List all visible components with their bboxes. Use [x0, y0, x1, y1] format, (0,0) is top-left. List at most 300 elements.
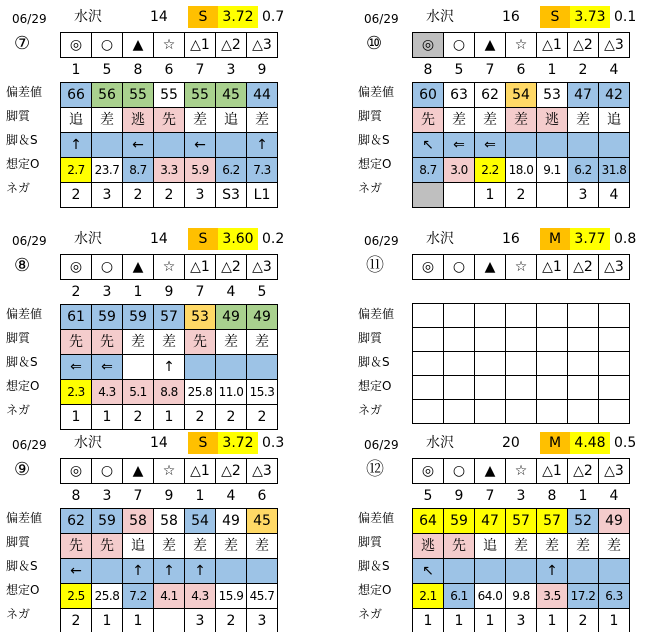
grid-row-num [413, 484, 630, 509]
neg-cell: 3 [185, 183, 216, 208]
grid-row-num [61, 484, 278, 509]
style-cell [475, 328, 506, 352]
style-cell: 先 [92, 330, 123, 355]
dev-cell [537, 304, 568, 328]
mark-cell: ◎ [61, 255, 92, 280]
dev-cell: 56 [92, 83, 123, 108]
mark-cell: ▲ [123, 255, 154, 280]
dev-cell: 66 [61, 83, 92, 108]
neg-cell [475, 400, 506, 424]
style-cell: 差 [216, 534, 247, 559]
style-cell: 追 [123, 534, 154, 559]
grid-row-num [413, 58, 630, 83]
neg-cell: 1 [444, 609, 475, 632]
dev-cell: 57 [154, 305, 185, 330]
row-label: ネガ [358, 181, 383, 195]
neg-cell: 1 [154, 405, 185, 430]
num-cell: 4 [609, 488, 619, 504]
dev-cell: 49 [216, 509, 247, 534]
odds-cell: 7.3 [247, 158, 278, 183]
arrow-cell: ↑ [123, 559, 154, 584]
grid-row-odds [61, 158, 278, 183]
grid-row-odds [61, 380, 278, 405]
mark-cell: ◎ [413, 255, 444, 280]
row-label: 脚質 [6, 109, 31, 123]
mark-cell: ◎ [413, 33, 444, 58]
arrow-cell: ↖ [413, 559, 444, 584]
prediction-grid [412, 32, 630, 208]
style-cell: 逃 [413, 534, 444, 559]
style-cell: 先 [444, 534, 475, 559]
grid-row-num [61, 280, 278, 305]
num-cell: 8 [423, 62, 433, 78]
neg-cell [444, 400, 475, 424]
mark-cell: ○ [444, 459, 475, 484]
num-cell: 4 [609, 62, 619, 78]
score-value: 3.60 [218, 228, 258, 250]
num-cell: 5 [423, 488, 433, 504]
dev-cell [568, 304, 599, 328]
num-cell: 9 [454, 488, 464, 504]
grid-row-dev [413, 83, 630, 108]
dev-cell: 59 [123, 305, 154, 330]
row-label: 脚質 [358, 331, 383, 345]
mark-cell: ▲ [123, 459, 154, 484]
style-cell: 差 [444, 108, 475, 133]
mark-cell: ▲ [475, 33, 506, 58]
dev-cell: 59 [92, 509, 123, 534]
grid-row-neg [413, 183, 630, 208]
odds-cell: 2.5 [61, 584, 92, 609]
grid-row-neg [61, 183, 278, 208]
panel-header [4, 226, 304, 252]
dev-cell: 55 [185, 83, 216, 108]
race-number: ⑫ [366, 459, 384, 480]
race-panel-7 [4, 4, 304, 204]
arrow-cell [475, 559, 506, 584]
num-cell: 1 [133, 284, 143, 300]
arrow-cell [568, 352, 599, 376]
style-cell: 先 [154, 108, 185, 133]
dev-cell [599, 304, 630, 328]
score-value: 3.73 [570, 6, 610, 28]
dev-cell: 59 [92, 305, 123, 330]
arrow-cell [216, 355, 247, 380]
panel-header [356, 226, 656, 252]
style-cell: 先 [61, 534, 92, 559]
row-label: 想定O [6, 157, 40, 171]
num-cell [506, 280, 537, 304]
grade-badge: S [188, 6, 218, 28]
grid-row-num [413, 280, 630, 304]
row-label: 脚質 [358, 535, 383, 549]
prediction-grid [60, 254, 278, 430]
arrow-cell [568, 133, 599, 158]
grid-row-style [61, 330, 278, 355]
mark-cell: △2 [216, 459, 247, 484]
dev-cell: 64 [413, 509, 444, 534]
arrow-cell [444, 352, 475, 376]
dev-cell: 59 [444, 509, 475, 534]
arrow-cell [444, 559, 475, 584]
style-cell: 差 [568, 108, 599, 133]
panel-header [356, 430, 656, 456]
style-cell: 差 [247, 108, 278, 133]
arrow-cell: ⇐ [444, 133, 475, 158]
mark-cell: ☆ [506, 33, 537, 58]
mark-cell: △1 [537, 459, 568, 484]
grid-row-style [413, 328, 630, 352]
row-label: 想定O [358, 157, 392, 171]
style-cell: 差 [247, 534, 278, 559]
course-name: 水沢 [74, 9, 102, 25]
mark-cell: △1 [185, 33, 216, 58]
row-label: 想定O [358, 379, 392, 393]
odds-cell: 8.8 [154, 380, 185, 405]
style-cell: 差 [599, 534, 630, 559]
grid-row-mark [413, 255, 630, 280]
score-diff: 0.1 [614, 9, 637, 25]
mark-cell: ○ [444, 255, 475, 280]
grid-row-mark [413, 33, 630, 58]
arrow-cell [475, 352, 506, 376]
grade-badge: S [188, 432, 218, 454]
row-label: 偏差値 [6, 85, 43, 99]
dev-cell: 42 [599, 83, 630, 108]
arrow-cell [92, 133, 123, 158]
runner-count: 20 [502, 435, 520, 451]
style-cell: 差 [185, 108, 216, 133]
odds-cell: 7.2 [123, 584, 154, 609]
row-label: 想定O [6, 379, 40, 393]
odds-cell: 15.3 [247, 380, 278, 405]
race-panel-8 [4, 226, 304, 426]
style-cell: 差 [154, 330, 185, 355]
neg-cell [444, 183, 475, 208]
style-cell: 先 [185, 330, 216, 355]
runner-count: 14 [150, 435, 168, 451]
style-cell: 先 [61, 330, 92, 355]
mark-cell: △3 [247, 459, 278, 484]
mark-cell: △2 [568, 255, 599, 280]
race-panel-11 [356, 226, 656, 426]
score-diff: 0.7 [262, 9, 285, 25]
row-label: 脚＆S [6, 559, 38, 573]
num-cell: 1 [578, 488, 588, 504]
style-cell: 差 [475, 108, 506, 133]
style-cell: 追 [475, 534, 506, 559]
score-value: 4.48 [570, 432, 610, 454]
grid-row-dev [61, 305, 278, 330]
dev-cell: 57 [537, 509, 568, 534]
odds-cell: 9.1 [537, 158, 568, 183]
neg-cell: 1 [413, 609, 444, 632]
mark-cell: ☆ [154, 33, 185, 58]
style-cell [599, 328, 630, 352]
grid-row-mark [61, 459, 278, 484]
grid-row-neg [61, 609, 278, 632]
dev-cell: 49 [247, 305, 278, 330]
grid-row-arrow [413, 352, 630, 376]
arrow-cell: ⇐ [61, 355, 92, 380]
panel-header [4, 430, 304, 456]
arrow-cell [599, 559, 630, 584]
neg-cell: S3 [216, 183, 247, 208]
odds-cell: 64.0 [475, 584, 506, 609]
arrow-cell: ← [61, 559, 92, 584]
neg-cell: 2 [506, 183, 537, 208]
course-name: 水沢 [74, 231, 102, 247]
race-date: 06/29 [364, 234, 399, 248]
score-value: 3.72 [218, 6, 258, 28]
mark-cell: △3 [247, 255, 278, 280]
mark-cell: △3 [599, 33, 630, 58]
arrow-cell [247, 355, 278, 380]
neg-cell: 1 [92, 405, 123, 430]
mark-cell: △2 [216, 255, 247, 280]
row-label: 脚質 [358, 109, 383, 123]
arrow-cell: ↖ [413, 133, 444, 158]
row-label: 脚質 [6, 331, 31, 345]
race-number: ⑨ [14, 459, 31, 480]
grid-row-arrow [413, 559, 630, 584]
score-diff: 0.8 [614, 231, 637, 247]
score-value: 3.72 [218, 432, 258, 454]
num-cell: 9 [164, 284, 174, 300]
neg-cell [154, 609, 185, 632]
arrow-cell [154, 133, 185, 158]
mark-cell: △3 [599, 255, 630, 280]
neg-cell: 3 [185, 609, 216, 632]
neg-cell: 2 [154, 183, 185, 208]
row-label: 偏差値 [6, 511, 43, 525]
neg-cell: 3 [92, 183, 123, 208]
odds-cell [413, 376, 444, 400]
neg-cell: 2 [61, 609, 92, 632]
arrow-cell [537, 133, 568, 158]
row-label: ネガ [358, 403, 383, 417]
race-panel-12 [356, 430, 656, 630]
num-cell: 3 [102, 284, 112, 300]
odds-cell: 6.2 [568, 158, 599, 183]
style-cell: 差 [154, 534, 185, 559]
race-date: 06/29 [12, 438, 47, 452]
mark-cell: ▲ [475, 255, 506, 280]
dev-cell: 45 [247, 509, 278, 534]
row-label: ネガ [6, 181, 31, 195]
num-cell: 7 [195, 62, 205, 78]
style-cell: 差 [123, 330, 154, 355]
odds-cell: 3.0 [444, 158, 475, 183]
style-cell [506, 328, 537, 352]
mark-cell: △3 [599, 459, 630, 484]
dev-cell [444, 304, 475, 328]
odds-cell: 3.5 [537, 584, 568, 609]
grid-row-arrow [61, 355, 278, 380]
num-cell: 5 [102, 62, 112, 78]
odds-cell [444, 376, 475, 400]
arrow-cell: ← [123, 133, 154, 158]
arrow-cell [216, 133, 247, 158]
style-cell: 差 [247, 330, 278, 355]
grid-row-dev [61, 83, 278, 108]
num-cell: 1 [71, 62, 81, 78]
dev-cell: 49 [599, 509, 630, 534]
course-name: 水沢 [426, 9, 454, 25]
arrow-cell [185, 355, 216, 380]
panel-header [4, 4, 304, 30]
neg-cell: 1 [475, 183, 506, 208]
arrow-cell: ⇐ [92, 355, 123, 380]
neg-cell: 2 [216, 609, 247, 632]
odds-cell: 5.9 [185, 158, 216, 183]
neg-cell [599, 400, 630, 424]
num-cell: 3 [516, 488, 526, 504]
arrow-cell: ↑ [154, 559, 185, 584]
mark-cell: △3 [247, 33, 278, 58]
odds-cell: 9.8 [506, 584, 537, 609]
course-name: 水沢 [426, 435, 454, 451]
neg-cell [413, 183, 444, 208]
mark-cell: ○ [92, 255, 123, 280]
num-cell [413, 280, 444, 304]
neg-cell: 3 [247, 609, 278, 632]
row-label: 脚＆S [358, 133, 390, 147]
mark-cell: ☆ [506, 459, 537, 484]
style-cell: 差 [537, 534, 568, 559]
style-cell: 先 [413, 108, 444, 133]
dev-cell: 58 [123, 509, 154, 534]
dev-cell: 63 [444, 83, 475, 108]
odds-cell: 4.1 [154, 584, 185, 609]
row-label: 偏差値 [358, 307, 395, 321]
odds-cell: 25.8 [185, 380, 216, 405]
prediction-grid [60, 458, 278, 632]
neg-cell [568, 400, 599, 424]
prediction-grid [412, 254, 630, 424]
dev-cell: 49 [216, 305, 247, 330]
row-label: 偏差値 [6, 307, 43, 321]
odds-cell [506, 376, 537, 400]
dev-cell: 62 [61, 509, 92, 534]
arrow-cell [123, 355, 154, 380]
arrow-cell: ↑ [61, 133, 92, 158]
mark-cell: △2 [216, 33, 247, 58]
neg-cell: 1 [599, 609, 630, 632]
odds-cell: 17.2 [568, 584, 599, 609]
dev-cell: 47 [568, 83, 599, 108]
score-value: 3.77 [570, 228, 610, 250]
neg-cell: 1 [475, 609, 506, 632]
score-diff: 0.3 [262, 435, 285, 451]
race-number: ⑧ [14, 255, 31, 276]
num-cell: 9 [164, 488, 174, 504]
grid-row-num [61, 58, 278, 83]
dev-cell: 54 [506, 83, 537, 108]
mark-cell: ◎ [61, 459, 92, 484]
mark-cell: ◎ [413, 459, 444, 484]
num-cell: 4 [226, 488, 236, 504]
grid-row-arrow [61, 559, 278, 584]
odds-cell: 6.1 [444, 584, 475, 609]
style-cell [537, 328, 568, 352]
grid-row-neg [413, 609, 630, 632]
grid-row-odds [413, 158, 630, 183]
odds-cell: 2.1 [413, 584, 444, 609]
row-label: 脚＆S [6, 355, 38, 369]
odds-cell: 8.7 [413, 158, 444, 183]
num-cell: 7 [485, 62, 495, 78]
neg-cell: 1 [92, 609, 123, 632]
num-cell [599, 280, 630, 304]
prediction-grid [412, 458, 630, 632]
odds-cell: 5.1 [123, 380, 154, 405]
arrow-cell [599, 133, 630, 158]
arrow-cell [92, 559, 123, 584]
race-date: 06/29 [364, 12, 399, 26]
neg-cell: 2 [216, 405, 247, 430]
style-cell [413, 328, 444, 352]
style-cell: 差 [506, 108, 537, 133]
num-cell [444, 280, 475, 304]
odds-cell: 4.3 [92, 380, 123, 405]
neg-cell: 2 [123, 405, 154, 430]
row-label: 脚＆S [6, 133, 38, 147]
dev-cell: 44 [247, 83, 278, 108]
style-cell: 追 [216, 108, 247, 133]
dev-cell: 58 [154, 509, 185, 534]
course-name: 水沢 [426, 231, 454, 247]
runner-count: 14 [150, 231, 168, 247]
mark-cell: △1 [537, 33, 568, 58]
odds-cell: 8.7 [123, 158, 154, 183]
num-cell: 6 [164, 62, 174, 78]
num-cell: 3 [102, 488, 112, 504]
neg-cell: 1 [537, 609, 568, 632]
row-label: 想定O [358, 583, 392, 597]
style-cell: 差 [185, 534, 216, 559]
odds-cell [537, 376, 568, 400]
style-cell: 差 [216, 330, 247, 355]
row-label: ネガ [6, 403, 31, 417]
num-cell [475, 280, 506, 304]
row-label: 脚＆S [358, 355, 390, 369]
race-number: ⑩ [366, 33, 383, 54]
mark-cell: ☆ [154, 459, 185, 484]
arrow-cell [506, 133, 537, 158]
odds-cell: 11.0 [216, 380, 247, 405]
neg-cell: 2 [61, 183, 92, 208]
grid-row-style [413, 534, 630, 559]
arrow-cell [216, 559, 247, 584]
grade-badge: M [540, 432, 570, 454]
grid-row-neg [61, 405, 278, 430]
num-cell: 5 [257, 284, 267, 300]
grid-row-style [61, 534, 278, 559]
arrow-cell: ⇐ [475, 133, 506, 158]
num-cell: 7 [133, 488, 143, 504]
style-cell: 先 [92, 534, 123, 559]
odds-cell: 31.8 [599, 158, 630, 183]
neg-cell: 2 [123, 183, 154, 208]
neg-cell: 1 [123, 609, 154, 632]
runner-count: 16 [502, 9, 520, 25]
odds-cell: 6.3 [599, 584, 630, 609]
num-cell: 6 [257, 488, 267, 504]
mark-cell: △2 [568, 459, 599, 484]
arrow-cell [506, 352, 537, 376]
mark-cell: ▲ [123, 33, 154, 58]
